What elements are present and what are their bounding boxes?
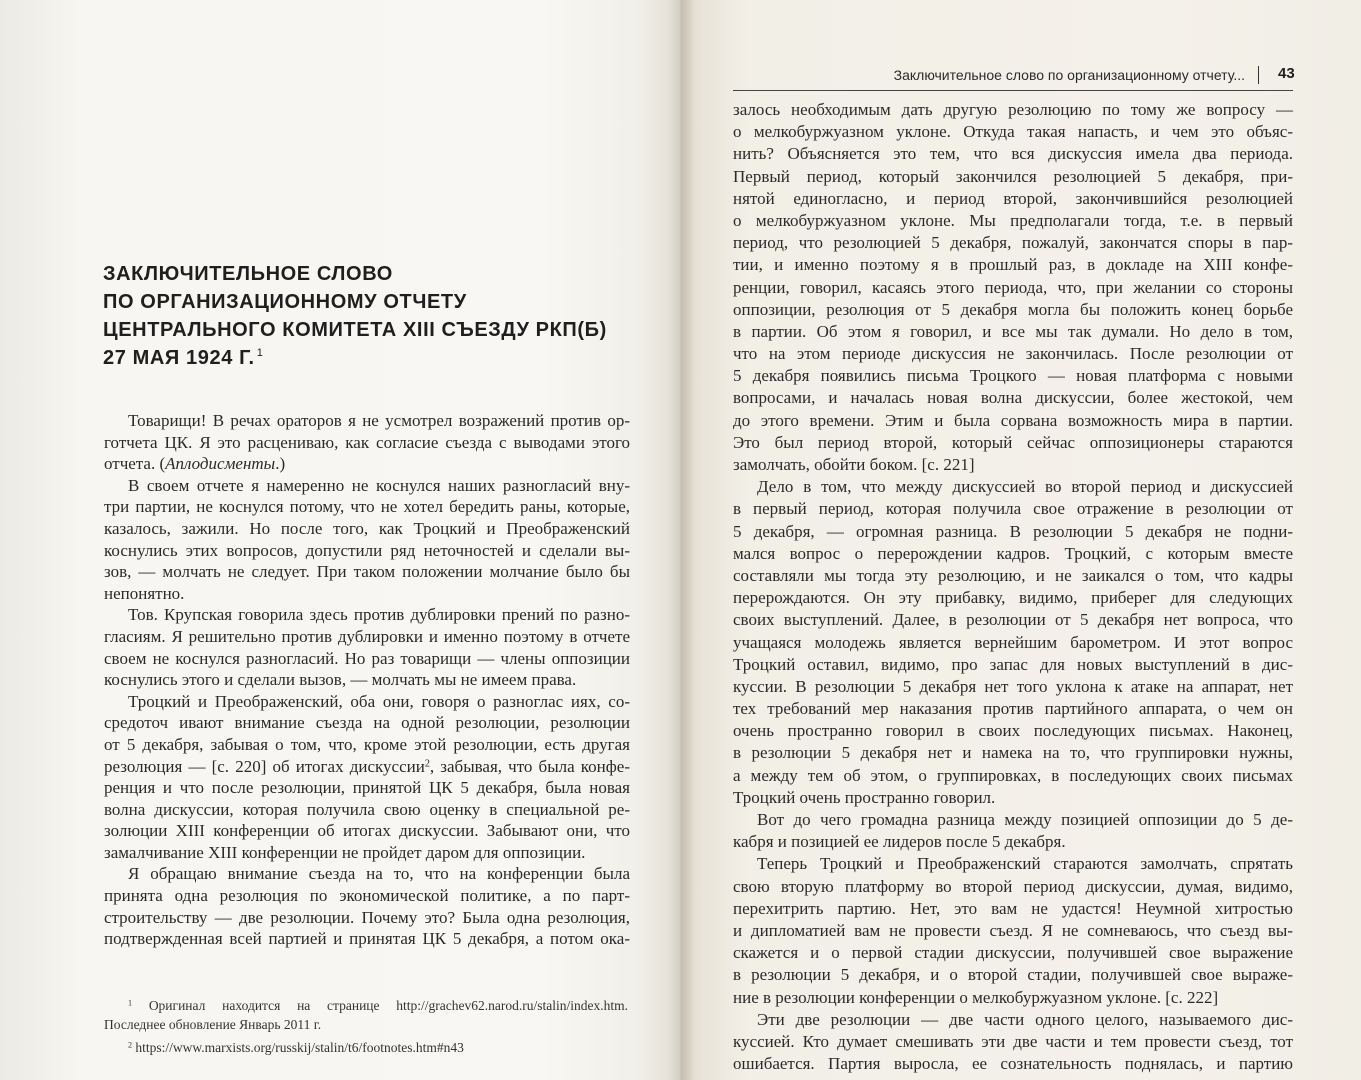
text-line: ренции, говорил, касаясь этого периода, что, при желании со стороны: [733, 277, 1293, 297]
footnote-line: [104, 1038, 628, 1057]
text-line: Тов. Крупская говорила здесь против дублировки прений по разно-: [128, 605, 630, 625]
left-page-text: [104, 410, 630, 950]
text-line: вопросами, и началась новая волна дискуссии, более жестокой, чем: [733, 388, 1293, 408]
title-line: ЗАКЛЮЧИТЕЛЬНОЕ СЛОВО: [103, 263, 393, 285]
text-line: своих выступлений. Далее, в резолюции от 5 декабря нет вопроса, что: [733, 610, 1293, 630]
text-line: в первый период, которая получила свое отражение в резолюции от: [733, 499, 1293, 519]
running-title: Заключительное слово по организационному отчету...: [893, 67, 1245, 83]
text-line: 5 декабря, — огромная разница. В резолюции 5 декабря не подни-: [733, 521, 1293, 541]
text-line: подтвержденная всей партией и принятая ЦК 5 декабря, а потом ока-: [104, 929, 630, 949]
header-rule: [733, 90, 1293, 91]
text-line: очень пространно говорил в своих последующих письмах. Наконец,: [733, 721, 1293, 741]
text-line: Троцкий очень пространно говорил.: [733, 787, 996, 807]
paragraph: [733, 99, 1293, 476]
text-line: Теперь Троцкий и Преображенский стараются замолчать, спрятать: [757, 854, 1293, 874]
text-line: золюции XIII конференции об итогах дискуссии. Забывают они, что: [104, 821, 630, 841]
text-line: коснулись этого и сделали вызов, — молчать мы не имеем права.: [104, 670, 577, 690]
footnote-line: Последнее обновление Январь 2011 г.: [104, 1017, 322, 1032]
right-page-text: [733, 99, 1293, 1075]
chapter-title: [103, 260, 607, 372]
text-line: волна дискуссии, которая получила свою оценку в специальной ре-: [104, 799, 630, 819]
text-line: [104, 756, 630, 778]
text-line: а между тем об этом, о группировках, в последующих своих письмах: [733, 765, 1293, 785]
text-line: до этого времени. Этим и была сорвана возможность мира в партии.: [733, 410, 1293, 430]
text-line: Вот до чего громадна разница между позицией оппозиции до 5 де-: [757, 810, 1293, 829]
title-line: ЦЕНТРАЛЬНОГО КОМИТЕТА XIII СЪЕЗДУ РКП(Б): [103, 319, 607, 341]
left-page: [0, 0, 680, 1080]
text-line: тии, и именно поэтому я в прошлый раз, в докладе на XIII конфе-: [733, 255, 1293, 275]
text-line: и дипломатией вам не провести съезд. Я не сомневаюсь, что съезд вы-: [733, 920, 1293, 940]
text-line: свою вторую платформу во второй период дискуссии, думая, видимо,: [733, 876, 1293, 896]
text-segment: отчета. (: [104, 454, 166, 474]
text-line: в резолюции 5 декабря, и о второй стадии, получившей свое выраже-: [733, 965, 1293, 985]
title-line: [103, 344, 607, 372]
text-line: Троцкий оставил, видимо, про запас для новых выступлений в дис-: [733, 654, 1293, 674]
text-line: нятой единогласно, и период второй, закончившийся резолюцией: [733, 188, 1293, 208]
text-line: тех требований мер наказания против партийного аппарата, о чем он: [733, 699, 1293, 719]
text-line: три партии, не коснулся потому, что не хотел бередить раны, которые,: [104, 497, 630, 517]
paragraph: [733, 1009, 1293, 1076]
text-line: Товарищи! В речах ораторов я не усмотрел возражений против ор-: [128, 411, 630, 430]
text-line: в партии. Об этом я говорил, и все мы так думали. Но дело в том,: [733, 321, 1293, 341]
paragraph: [733, 476, 1293, 809]
text-segment: резолюция — [с. 220] об итогах дискуссии: [104, 756, 425, 776]
text-line: непонятно.: [104, 583, 185, 603]
text-segment: .): [275, 454, 286, 474]
text-line: принята одна резолюция по экономической политике, а по парт-: [104, 886, 630, 906]
header-separator: [1258, 66, 1259, 84]
text-line: 5 декабря появились письма Троцкого — новая платформа с новыми: [733, 366, 1293, 386]
text-line: В своем отчете я намеренно не коснулся наших разногласий вну-: [128, 475, 630, 495]
paragraph: [104, 863, 630, 949]
footnote-ref: 2: [424, 757, 430, 769]
title-line: ПО ОРГАНИЗАЦИОННОМУ ОТЧЕТУ: [103, 291, 467, 313]
text-line: оппозиции, резолюция от 5 декабря могла бы положить конец борьбе: [733, 299, 1293, 319]
gutter-shadow: [668, 0, 694, 1080]
text-line: о мелкобуржуазном уклоне. Откуда такая напасть, и чем это объяс-: [733, 122, 1293, 142]
text-line: Первый период, который закончился резолюцией 5 декабря, при-: [733, 166, 1293, 186]
text-line: составляли мы тогда эту резолюцию, и не заикался о том, что кадры: [733, 565, 1293, 585]
italic-text: Аплодисменты: [165, 454, 276, 474]
paragraph: [104, 604, 630, 690]
text-segment: , забывая, что была конфе-: [429, 756, 630, 776]
text-line: куссией. Кто думает смешивать эти две части и тем провести съезд, тот: [733, 1031, 1293, 1051]
footnote-number: 2: [128, 1040, 133, 1050]
text-line: Троцкий и Преображенский, оба они, говоря о разноглас иях, со-: [128, 691, 630, 711]
footnote-text: Оригинал находится на странице http://grachev62.narod.ru/stalin/index.htm.: [148, 998, 628, 1013]
text-line: в резолюции 5 декабря нет и намека на то, что группировки нужны,: [733, 743, 1293, 763]
text-line: своем не коснулся разногласий. Но раз товарищи — члены оппозиции: [104, 648, 630, 668]
text-line: куссии. В резолюции 5 декабря нет того уклона к атаке на аппарат, нет: [733, 676, 1293, 696]
text-line: ошибается. Партия выросла, ее сознательность поднялась, и партию: [733, 1054, 1293, 1074]
text-line: залось необходимым дать другую резолюцию по тому же вопросу —: [733, 100, 1293, 119]
paragraph: [104, 475, 630, 605]
title-date: 27 МАЯ 1924 Г.: [103, 347, 255, 369]
text-line: ренция и что после резолюции, принятой ЦК 5 декабря, была новая: [104, 778, 630, 798]
text-line: кабря и позицией ее лидеров после 5 декабря.: [733, 832, 1066, 852]
text-line: ние в резолюции конференции о мелкобуржуазном уклоне. [с. 222]: [733, 987, 1219, 1007]
text-line: гласиям. Я решительно против дублировки и именно поэтому в отчете: [104, 626, 630, 646]
text-line: скажется и о первой стадии дискуссии, получившей свое выражение: [733, 943, 1293, 963]
text-line: строительству — две резолюции. Почему это? Была одна резолюция,: [104, 907, 630, 927]
text-line: замалчивание XIII конференции не пройдет даром для оппозиции.: [104, 842, 586, 862]
text-line: нить? Объясняется это тем, что вся дискуссия имела два периода.: [733, 144, 1293, 164]
text-line: зов, — молчать не следует. При таком положении молчание было бы: [104, 562, 630, 582]
text-line: замолчать, обойти боком. [с. 221]: [733, 455, 975, 474]
paragraph: [104, 691, 630, 864]
text-line: период, что резолюцией 5 декабря, пожалуй, закончатся споры в пар-: [733, 233, 1293, 253]
footnotes: [104, 996, 628, 1057]
text-line: от 5 декабря, забывая о том, что, кроме этой резолюции, есть другая: [104, 734, 630, 754]
text-line: что на этом периоде дискуссия не закончилась. После резолюции от: [733, 344, 1293, 364]
text-line: Эти две резолюции — две части одного целого, называемого дис-: [757, 1009, 1293, 1029]
text-line: перерождаются. Он эту прибавку, видимо, приберег для следующих: [733, 588, 1293, 608]
footnote-line: [104, 996, 628, 1015]
text-line: Это был период второй, который сейчас оппозиционеры стараются: [733, 432, 1293, 452]
paragraph: [104, 410, 630, 475]
text-line: мался вопрос о перерождении кадров. Троцкий, с которым вместе: [733, 543, 1293, 563]
text-line: о мелкобуржуазном уклоне. Мы предполагали тогда, т.е. в первый: [733, 210, 1293, 230]
text-line: готчета ЦК. Я это расцениваю, как согласие съезда с выводами этого: [104, 432, 630, 452]
footnote-ref: 1: [256, 347, 263, 359]
text-line: средоточ ивают внимание съезда на одной резолюции, резолюции: [104, 713, 630, 733]
right-page: [680, 0, 1361, 1080]
footnote-number: 1: [128, 998, 133, 1008]
text-line: Я обращаю внимание съезда на то, что на конференции была: [128, 864, 630, 884]
footnote: [104, 1038, 628, 1057]
text-line: Дело в том, что между дискуссией во второй период и дискуссией: [757, 477, 1293, 497]
page-number: 43: [1278, 65, 1295, 82]
footnote-text: https://www.marxists.org/russkij/stalin/t6/footnotes.htm#n43: [135, 1040, 464, 1055]
paragraph: [733, 853, 1293, 1008]
text-line: казалось, зажили. Но после того, как Троцкий и Преображенский: [104, 518, 630, 538]
paragraph: [733, 809, 1293, 853]
text-line: перехитрить партию. Нет, это вам не удастся! Неумной хитростью: [733, 898, 1293, 918]
text-line: учащаяся молодежь является вернейшим барометром. И этот вопрос: [733, 632, 1293, 652]
text-line: коснулись этих вопросов, допустили ряд неточностей и сделали вы-: [104, 540, 630, 560]
text-line: [104, 453, 630, 475]
footnote: [104, 996, 628, 1034]
